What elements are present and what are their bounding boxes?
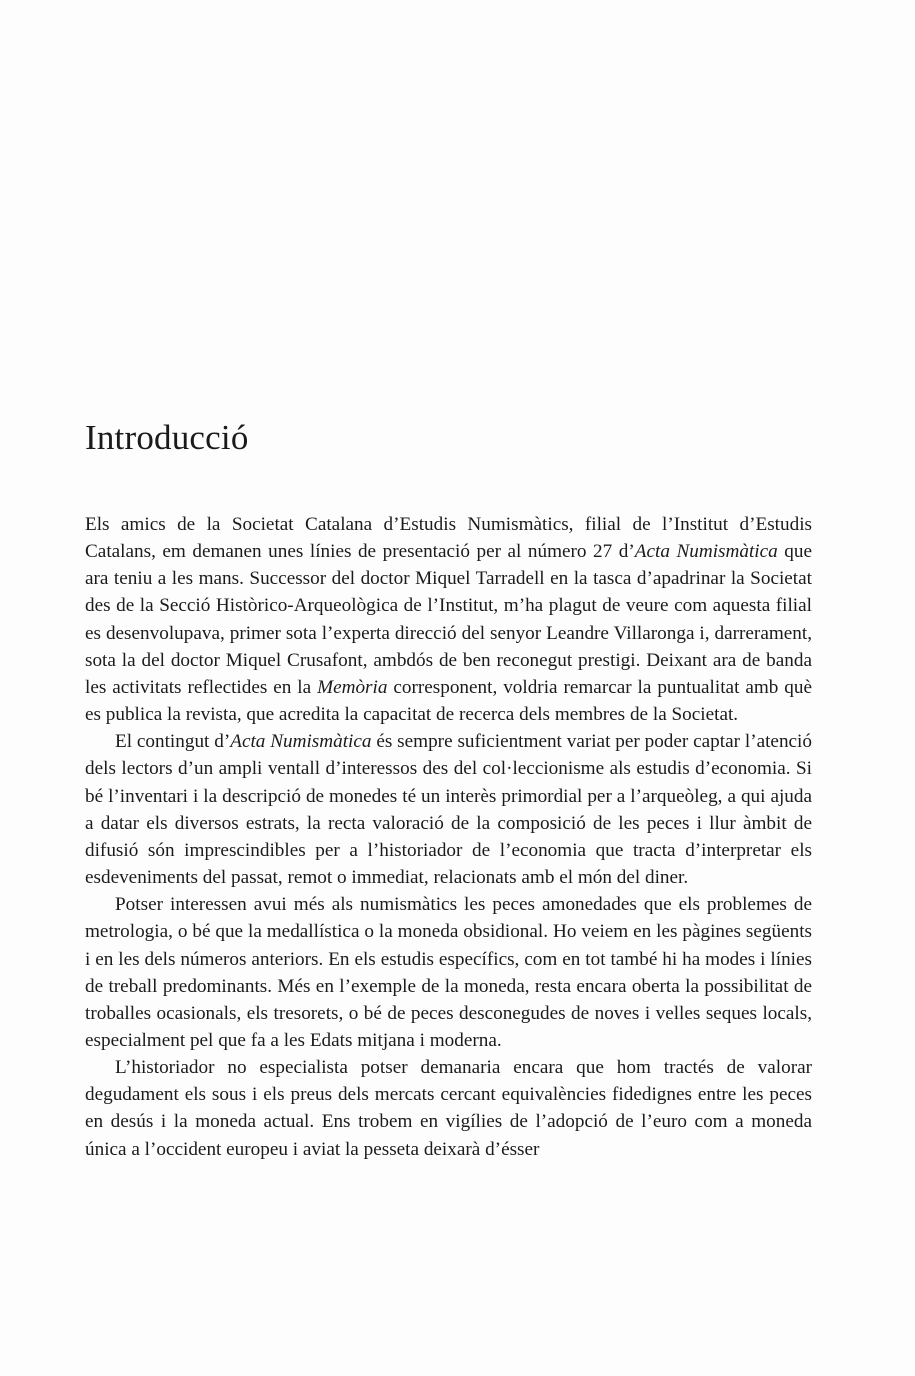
text-segment: El contingut d’ [115,731,231,753]
text-segment: és sempre suficientment variat per poder captar l’atenció dels lectors d’un ampli ventall d’interessos des del col·leccionisme als estudis d’economia. Si bé l’inventari i la descripció de monedes té un interès primordial per a l’arqueòleg, a qui ajuda a datar els diversos estrats, la recta valoració de la composició de les peces i llur àmbit de difusió són imprescindibles per a l’historiador de l’economia que tracta d’interpretar els esdeveniments del passat, remot o immediat, relacionats amb el món del diner. [85,731,812,889]
text-segment: que ara teniu a les mans. Successor del doctor Miquel Tarradell en la tasca d’apadrinar la Societat des de la Secció Històrico-Arqueològica de l’Institut, m’ha plagut de veure com aquesta filial es desenvolupava, primer sota l’experta direcció del senyor Leandre Villaronga i, darrerament, sota la del doctor Miquel Crusafont, ambdós de ben reconegut prestigi. Deixant ara de banda les activitats reflectides en la [85,541,812,698]
paragraph-2 [85,728,812,891]
text-segment: Els amics de la Societat Catalana d’Estudis Numismàtics, filial de l’Institut d’Estudis Catalans, em demanen unes línies de presentació per al número 27 d’ [85,514,812,563]
text-segment: L’historiador no especialista potser demanaria encara que hom tractés de valorar degudament els sous i els preus dels mercats cercant equivalències fidedignes entre les peces en desús i la moneda actual. Ens trobem en vigílies de l’adopció de l’euro com a moneda única a l’occident europeu i aviat la pesseta deixarà d’ésser [85,1057,812,1160]
italic-title-memoria: Memòria [317,676,388,698]
body-text [85,511,812,1163]
paragraph-1 [85,511,812,728]
paragraph-3 [85,891,812,1054]
italic-title-acta-numismatica: Acta Numismàtica [230,731,372,753]
text-segment: corresponent, voldria remarcar la puntualitat amb què es publica la revista, que acredita la capacitat de recerca dels membres de la Societat. [85,676,812,726]
italic-title-acta-numismatica: Acta Numismàtica [634,541,778,563]
page-title: Introducció [85,418,249,457]
paragraph-4 [85,1054,812,1163]
text-segment: Potser interessen avui més als numismàtics les peces amonedades que els problemes de metrologia, o bé que la medallística o la moneda obsidional. Ho veiem en les pàgines següents i en les dels números anteriors. En els estudis específics, com en tot també hi ha modes i línies de treball predominants. Més en l’exemple de la moneda, resta encara oberta la possibilitat de troballes ocasionals, els tresorets, o bé de peces desconegudes de noves i velles seques locals, especialment pel que fa a les Edats mitjana i moderna. [85,894,812,1051]
